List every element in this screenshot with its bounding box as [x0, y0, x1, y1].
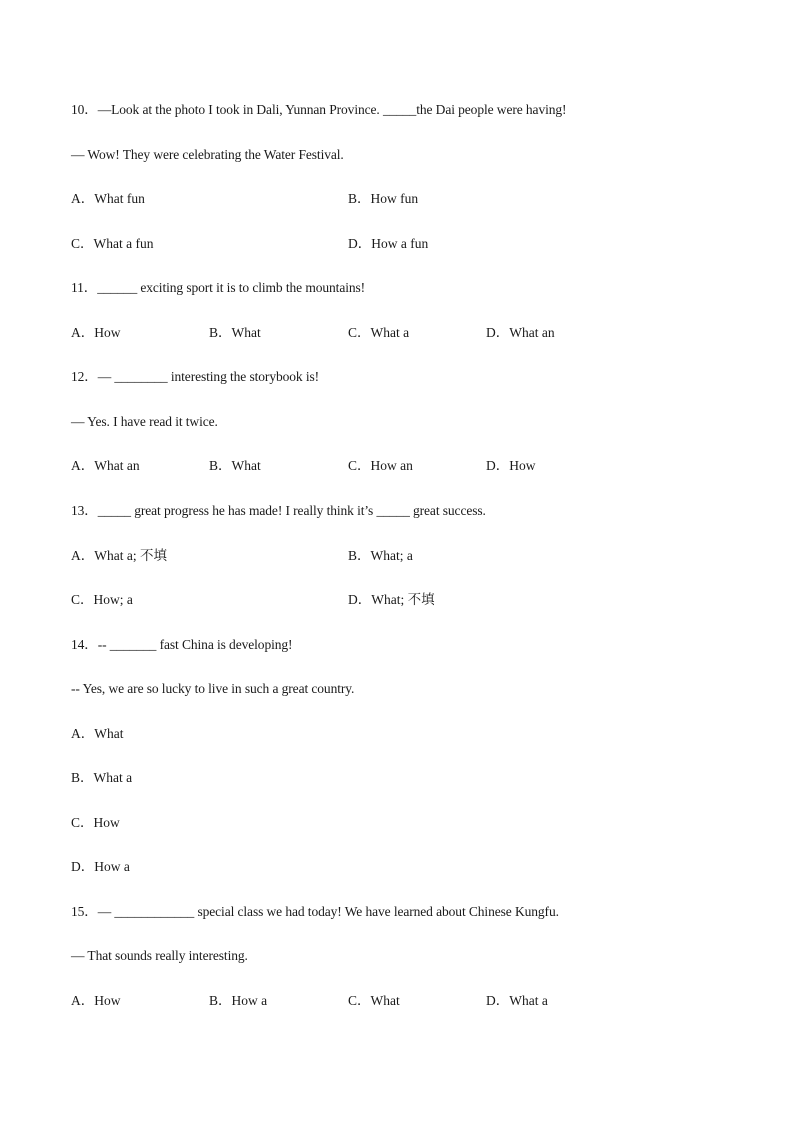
- question-12-option-b: B．What: [209, 458, 261, 473]
- question-11-option-d: D．What an: [486, 325, 555, 340]
- question-14-option-d: D．How a: [71, 859, 130, 874]
- question-14-option-b: B．What a: [71, 770, 133, 785]
- question-11-stem: 11．______ exciting sport it is to climb the mountains!: [71, 280, 366, 295]
- question-14-reply: -- Yes, we are so lucky to live in such a great country.: [71, 681, 355, 696]
- question-14-option-c: C．How: [71, 815, 120, 830]
- question-13-option-a: A．What a; 不填: [71, 548, 167, 563]
- question-12-option-a: A．What an: [71, 458, 140, 473]
- question-12-option-d: D．How: [486, 458, 536, 473]
- question-13-stem: 13．_____ great progress he has made! I really think it’s _____ great success.: [71, 503, 486, 518]
- question-13-option-c: C．How; a: [71, 592, 133, 607]
- question-10-option-a: A．What fun: [71, 191, 145, 206]
- question-12-stem: 12．— ________ interesting the storybook is!: [71, 369, 320, 384]
- question-14-stem: 14．-- _______ fast China is developing!: [71, 637, 293, 652]
- question-10-reply: — Wow! They were celebrating the Water Festival.: [71, 147, 344, 162]
- question-15-option-a: A．How: [71, 993, 121, 1008]
- question-15-reply: — That sounds really interesting.: [71, 948, 248, 963]
- question-15-option-d: D．What a: [486, 993, 548, 1008]
- question-15-option-c: C．What: [348, 993, 400, 1008]
- question-15-option-b: B．How a: [209, 993, 268, 1008]
- question-14-option-a: A．What: [71, 726, 124, 741]
- question-11-option-c: C．What a: [348, 325, 410, 340]
- question-13-option-d: D．What; 不填: [348, 592, 435, 607]
- question-10-option-d: D．How a fun: [348, 236, 429, 251]
- question-13-option-b: B．What; a: [348, 548, 413, 563]
- question-15-stem: 15．— ____________ special class we had today! We have learned about Chinese Kungfu.: [71, 904, 559, 919]
- question-10-option-c: C．What a fun: [71, 236, 154, 251]
- question-10-option-b: B．How fun: [348, 191, 419, 206]
- question-10-stem: 10．—Look at the photo I took in Dali, Yunnan Province. _____the Dai people were having!: [71, 102, 567, 117]
- question-11-option-b: B．What: [209, 325, 261, 340]
- question-12-reply: — Yes. I have read it twice.: [71, 414, 218, 429]
- question-11-option-a: A．How: [71, 325, 121, 340]
- question-12-option-c: C．How an: [348, 458, 413, 473]
